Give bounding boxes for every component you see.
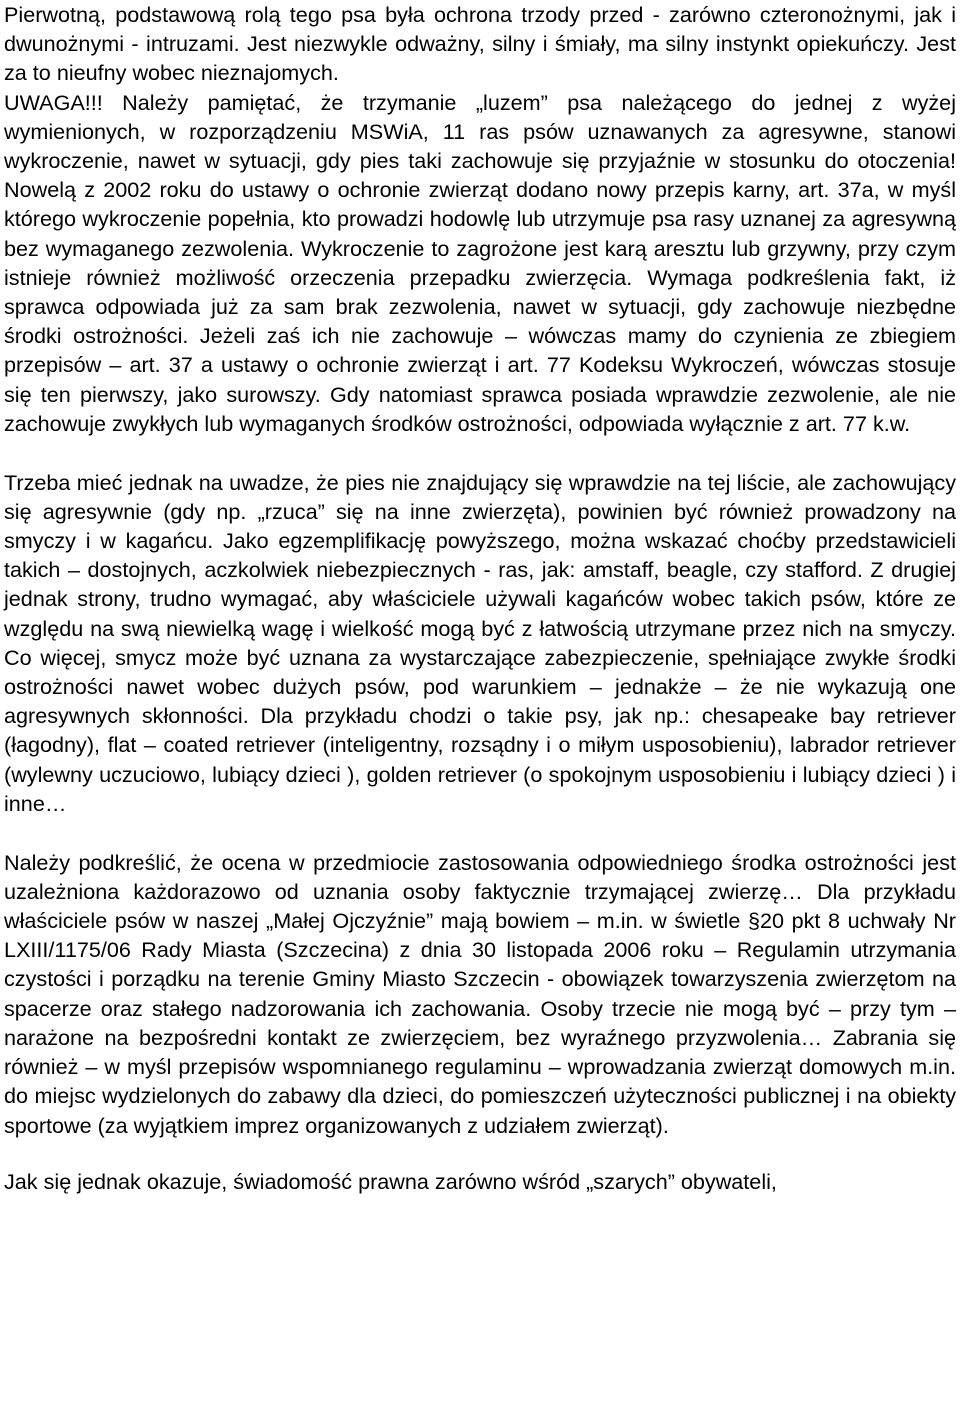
paragraph-warning: UWAGA!!! Należy pamiętać, że trzymanie „luzem” psa należącego do jednej z wyżej wymienionych, w rozporządzeniu MSWiA, 11 ras psów uznawanych za agresywne, stanowi wykroczenie, nawet w sytuacji, gdy pies taki zachowuje się przyjaźnie w stosunku do otoczenia! Nowelą z 2002 roku do ustawy o ochronie zwierząt dodano nowy przepis karny, art. 37a, w myśl którego wykroczenie popełnia, kto prowadzi hodowlę lub utrzymuje psa rasy uznanej za agresywną bez wymaganego zezwolenia. Wykroczenie to zagrożone jest karą aresztu lub grzywny, przy czym istnieje również możliwość orzeczenia przepadku zwierzęcia. Wymaga podkreślenia fakt, iż sprawca odpowiada już za sam brak zezwolenia, nawet w sytuacji, gdy zachowuje niezbędne środki ostrożności. Jeżeli zaś ich nie zachowuje – wówczas mamy do czynienia ze zbiegiem przepisów – art. 37 a ustawy o ochronie zwierząt i art. 77 Kodeksu Wykroczeń, wówczas stosuje się ten pierwszy, jako surowszy. Gdy natomiast sprawca posiada wprawdzie zezwolenie, ale nie zachowuje zwykłych lub wymaganych środków ostrożności, odpowiada wyłącznie z art. 77 k.w. [4,89,956,436]
paragraph-leash: Trzeba mieć jednak na uwadze, że pies nie znajdujący się wprawdzie na tej liście, ale zachowujący się agresywnie (gdy np. „rzuca” się na inne zwierzęta), powinien być również prowadzony na smyczy i w kagańcu. Jako egzemplifikację powyższego, można wskazać choćby przedstawicieli takich – dostojnych, aczkolwiek niebezpiecznych - ras, jak: amstaff, beagle, czy stafford. Z drugiej jednak strony, trudno wymagać, aby właściciele używali kagańców wobec takich psów, które ze względu na swą niewielką wagę i wielkość mogą być z łatwością utrzymane przez nich na smyczy. Co więcej, smycz może być uznana za wystarczające zabezpieczenie, spełniające zwykłe środki ostrożności nawet wobec dużych psów, pod warunkiem – jednakże – że nie wykazują one agresywnych skłonności. Dla przykładu chodzi o takie psy, jak np.: chesapeake bay retriever (łagodny), flat – coated retriever (inteligentny, rozsądny i o miłym usposobieniu), labrador retriever (wylewny uczuciowo, lubiący dzieci ), golden retriever (o spokojnym usposobieniu i lubiący dzieci ) i inne… [4,469,956,816]
paragraph-intro: Pierwotną, podstawową rolą tego psa była ochrona trzody przed - zarówno czteronożnymi, jak i dwunożnymi - intruzami. Jest niezwykle odważny, silny i śmiały, ma silny instynkt opiekuńczy. Jest za to nieufny wobec nieznajomych. [4,2,956,86]
paragraph-gap [4,438,956,468]
paragraph-gap [4,818,956,848]
document-body [4,0,956,1196]
paragraph-awareness: Jak się jednak okazuje, świadomość prawna zarówno wśród „szarych” obywateli, [4,1168,777,1194]
paragraph-regulation: Należy podkreślić, że ocena w przedmiocie zastosowania odpowiedniego środka ostrożności jest uzależniona każdorazowo od uznania osoby faktycznie trzymającej zwierzę… Dla przykładu właściciele psów w naszej „Małej Ojczyźnie” mają bowiem – m.in. w świetle §20 pkt 8 uchwały Nr LXIII/1175/06 Rady Miasta (Szczecina) z dnia 30 listopada 2006 roku – Regulamin utrzymania czystości i porządku na terenie Gminy Miasto Szczecin - obowiązek towarzyszenia zwierzętom na spacerze oraz stałego nadzorowania ich zachowania. Osoby trzecie nie mogą być – przy tym – narażone na bezpośredni kontakt ze zwierzęciem, bez wyraźnego przyzwolenia… Zabrania się również – w myśl przepisów wspomnianego regulaminu – wprowadzania zwierząt domowych m.in. do miejsc wydzielonych do zabawy dla dzieci, do pomieszczeń użyteczności publicznej i na obiekty sportowe (za wyjątkiem imprez organizowanych z udziałem zwierząt). [4,849,956,1138]
paragraph-gap [4,1140,956,1167]
